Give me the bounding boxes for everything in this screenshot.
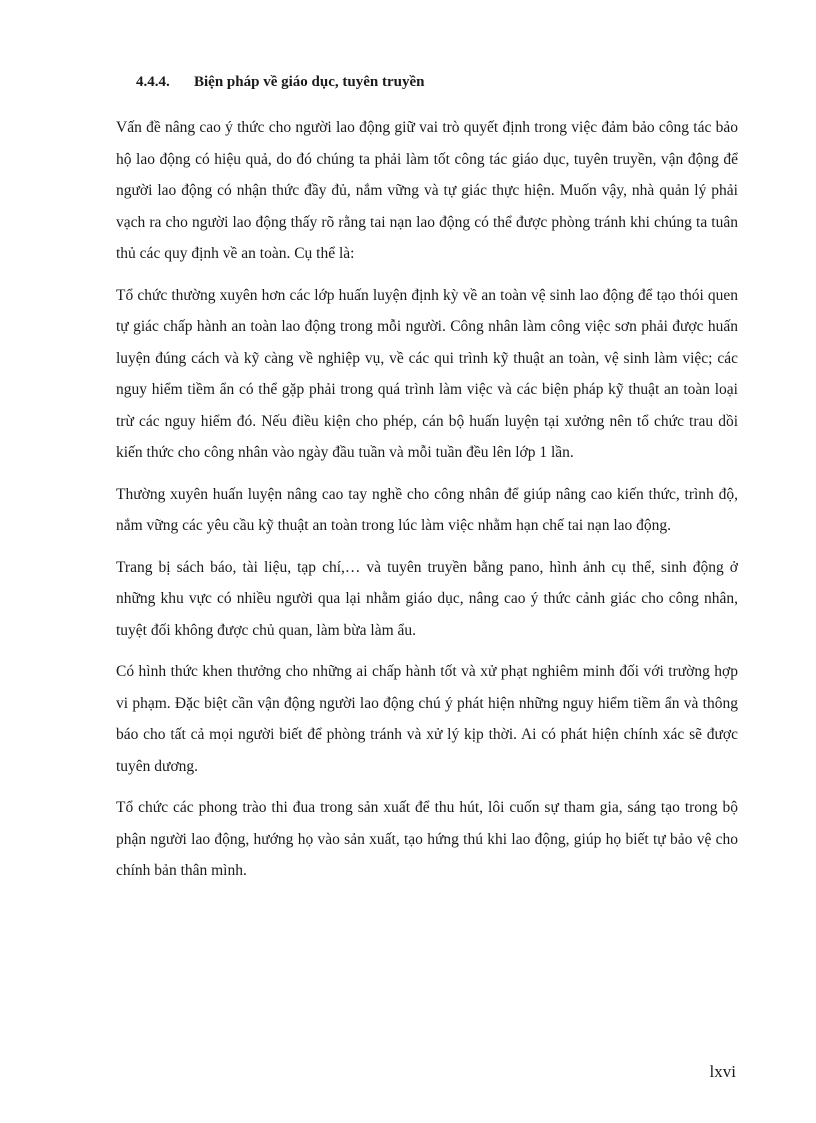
paragraph: Tổ chức các phong trào thi đua trong sản xuất để thu hút, lôi cuốn sự tham gia, sáng tạo trong bộ phận người lao động, hướng họ vào sản xuất, tạo hứng thú khi lao động, giúp họ biết tự bảo vệ cho chính bản thân mình. xyxy=(116,799,738,879)
section-heading xyxy=(136,74,424,91)
page-number: lxvi xyxy=(709,1062,736,1081)
section-number: 4.4.4. xyxy=(136,74,170,90)
paragraph: Vấn đề nâng cao ý thức cho người lao động giữ vai trò quyết định trong việc đảm bảo công tác bảo hộ lao động có hiệu quả, do đó chúng ta phải làm tốt công tác giáo dục, tuyên truyền, vận động để người lao động có nhận thức đầy đủ, nắm vững và tự giác thực hiện. Muốn vậy, nhà quản lý phải vạch ra cho người lao động thấy rõ rằng tai nạn lao động có thể được phòng tránh khi chúng ta tuân thủ các quy định về an toàn. Cụ thể là: xyxy=(116,119,738,262)
paragraph: Thường xuyên huấn luyện nâng cao tay nghề cho công nhân để giúp nâng cao kiến thức, trình độ, nắm vững các yêu cầu kỹ thuật an toàn trong lúc làm việc nhằm hạn chế tai nạn lao động. xyxy=(116,485,738,534)
section-title: Biện pháp về giáo dục, tuyên truyền xyxy=(194,74,425,90)
paragraph: Trang bị sách báo, tài liệu, tạp chí,… và tuyên truyền bằng pano, hình ảnh cụ thể, sinh động ở những khu vực có nhiều người qua lại nhằm giáo dục, nâng cao ý thức cảnh giác cho công nhân, tuyệt đối không được chủ quan, làm bừa làm ẩu. xyxy=(116,558,738,639)
paragraph: Có hình thức khen thưởng cho những ai chấp hành tốt và xử phạt nghiêm minh đối với trường hợp vi phạm. Đặc biệt cần vận động người lao động chú ý phát hiện những nguy hiểm tiềm ẩn và thông báo cho tất cả mọi người biết để phòng tránh và xử lý kịp thời. Ai có phát hiện chính xác sẽ được tuyên dương. xyxy=(116,663,738,775)
body-text xyxy=(116,112,738,897)
paragraph: Tổ chức thường xuyên hơn các lớp huấn luyện định kỳ về an toàn vệ sinh lao động để tạo thói quen tự giác chấp hành an toàn lao động trong mỗi người. Công nhân làm công việc sơn phải được huấn luyện đúng cách và kỹ càng về nghiệp vụ, về các qui trình kỹ thuật an toàn, vệ sinh làm việc; các nguy hiểm tiềm ẩn có thể gặp phải trong quá trình làm việc và các biện pháp kỹ thuật an toàn loại trừ các nguy hiểm đó. Nếu điều kiện cho phép, cán bộ huấn luyện tại xưởng nên tổ chức trau dồi kiến thức cho công nhân vào ngày đầu tuần và mỗi tuần đều lên lớp 1 lần. xyxy=(116,286,738,461)
